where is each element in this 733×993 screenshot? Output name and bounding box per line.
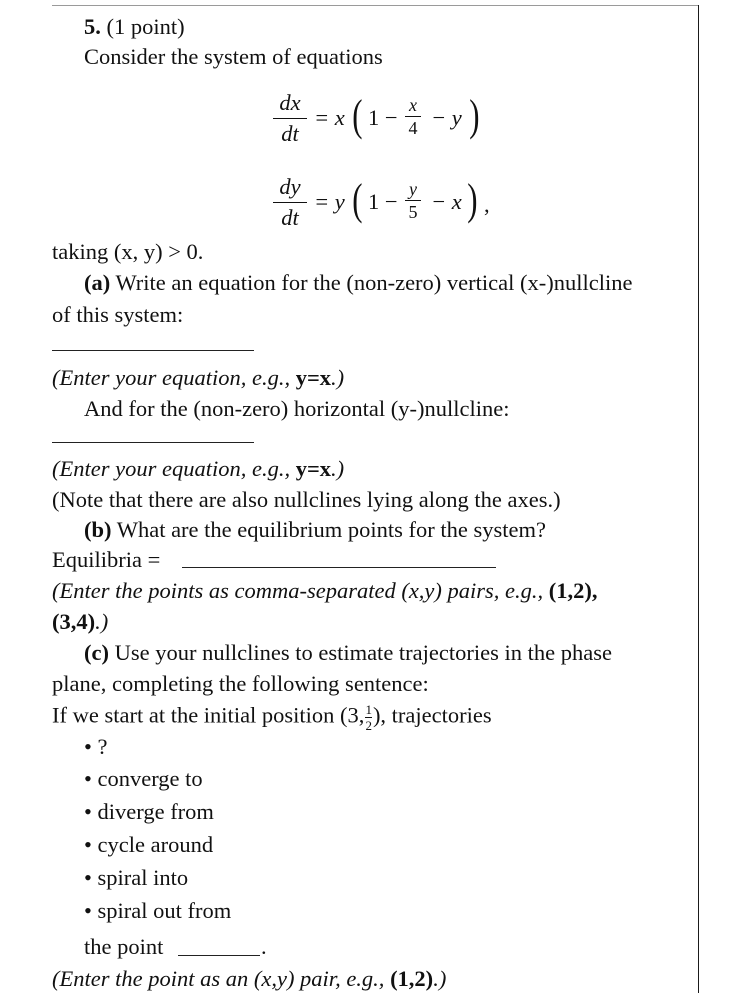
one-half-fraction (365, 703, 372, 732)
equilibria-hint-cont (52, 611, 108, 634)
frac-den: 2 (365, 718, 372, 733)
part-c-text: Use your nullclines to estimate trajectories in the phase (114, 640, 612, 665)
eq2-open-paren: ( (352, 175, 363, 224)
hint-suffix: .) (331, 365, 345, 390)
hint-example: y=x (295, 456, 332, 481)
problem-intro: Consider the system of equations (84, 44, 383, 69)
eq1-equals: = x (314, 105, 345, 130)
part-a-prompt-cont: of this system: (52, 302, 184, 327)
eq1-inner-fraction (405, 96, 421, 137)
right-border (698, 5, 699, 993)
point-input[interactable] (178, 955, 260, 956)
part-b-label: (b) (84, 517, 112, 542)
problem-points: (1 point) (106, 14, 185, 39)
part-b-question: What are the equilibrium points for the system? (116, 517, 546, 542)
option-cycle[interactable]: • cycle around (84, 832, 214, 857)
positivity-condition: taking (x, y) > 0. (52, 239, 204, 264)
hint-text: (Enter the points as comma-separated (x,y) pairs, e.g., (52, 578, 549, 603)
problem-number: 5. (84, 14, 101, 39)
eq2-tail: − x (431, 189, 462, 214)
eq1-one-minus: 1 − (368, 105, 398, 130)
part-c-text-cont: plane, completing the following sentence: (52, 671, 429, 696)
eq1-lhs-fraction (273, 92, 307, 145)
option-spiral-out[interactable]: • spiral out from (84, 898, 232, 923)
eq1-tail: − y (431, 105, 462, 130)
hint-example: (1,2), (548, 578, 598, 603)
hint-example: (1,2) (390, 966, 434, 991)
problem-header (84, 16, 185, 39)
eq2-inner-fraction (405, 180, 421, 221)
horizontal-nullcline-hint (52, 458, 344, 481)
sentence-suffix: ), trajectories (372, 702, 492, 728)
hint-suffix: .) (331, 456, 345, 481)
equilibria-label: Equilibria = (52, 547, 161, 572)
eq1-close-paren: ) (469, 91, 480, 140)
frac-num: 1 (365, 702, 372, 717)
trajectory-select[interactable]: • ? (84, 734, 108, 759)
equilibria-input[interactable] (182, 567, 496, 568)
eq2-trailing-comma: , (484, 192, 490, 217)
vertical-nullcline-hint (52, 367, 344, 390)
eq1-open-paren: ( (352, 91, 363, 140)
option-converge[interactable]: • converge to (84, 766, 203, 791)
hint-suffix: .) (433, 966, 447, 991)
sentence-period: . (261, 934, 267, 959)
eq2-close-paren: ) (467, 175, 478, 224)
part-c-label: (c) (84, 640, 109, 665)
hint-example: y=x (295, 365, 332, 390)
part-b-prompt (84, 519, 546, 542)
hint-example: (3,4) (52, 609, 96, 634)
eq2-inner-num: y (409, 179, 417, 199)
eq2-lhs-den: dt (281, 204, 299, 230)
option-spiral-into[interactable]: • spiral into (84, 865, 189, 890)
eq1-lhs-den: dt (281, 120, 299, 146)
point-hint (52, 968, 446, 991)
horizontal-nullcline-prompt: And for the (non-zero) horizontal (y-)nullcline: (84, 396, 510, 421)
axes-nullcline-note: (Note that there are also nullclines lying along the axes.) (52, 487, 561, 512)
eq2-lhs-fraction (273, 176, 307, 229)
vertical-nullcline-input[interactable] (52, 350, 254, 351)
part-a-text: Write an equation for the (non-zero) vertical (x-)nullcline (115, 270, 633, 295)
eq1-inner-num: x (409, 95, 417, 115)
the-point-label: the point (84, 934, 164, 959)
eq2-equals: = y (314, 189, 345, 214)
hint-text: (Enter the point as an (x,y) pair, e.g., (52, 966, 391, 991)
hint-text: (Enter your equation, e.g., (52, 365, 296, 390)
eq1-inner-den: 4 (408, 118, 418, 138)
top-border (52, 5, 698, 6)
eq1-lhs-num: dx (279, 90, 301, 115)
eq2-one-minus: 1 − (368, 189, 398, 214)
option-diverge[interactable]: • diverge from (84, 799, 214, 824)
sentence-prefix: If we start at the initial position (3, (52, 702, 365, 728)
eq2-inner-den: 5 (408, 202, 418, 222)
part-a-label: (a) (84, 270, 111, 295)
horizontal-nullcline-input[interactable] (52, 442, 254, 443)
equilibria-hint (52, 580, 598, 603)
eq2-lhs-num: dy (279, 174, 301, 199)
hint-text: (Enter your equation, e.g., (52, 456, 296, 481)
part-a-prompt (84, 272, 632, 295)
hint-suffix: .) (95, 609, 109, 634)
part-c-prompt (84, 642, 612, 665)
initial-position-sentence (52, 703, 492, 732)
